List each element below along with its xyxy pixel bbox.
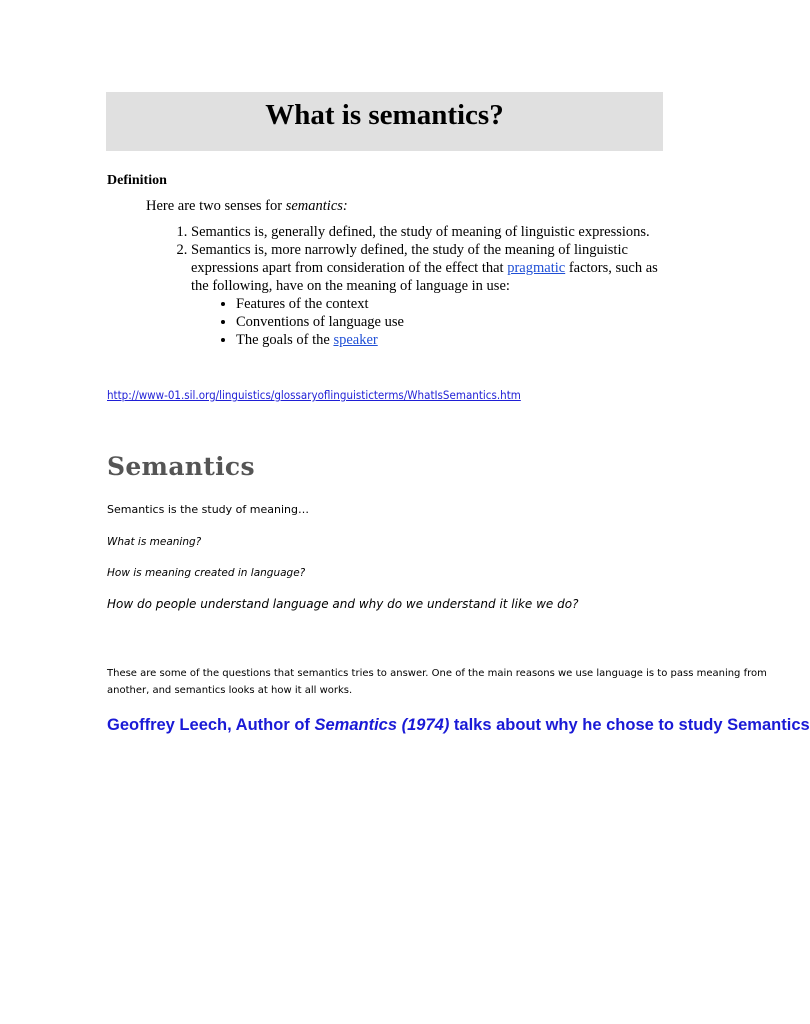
leech-book-title: Semantics (1974) [314,716,450,734]
para-line-2: another, and semantics looks at how it all works. [107,685,353,696]
senses-list [146,223,666,349]
para-line-1: These are some of the questions that semantics tries to answer. One of the main reasons we use language is to pass meaning from [107,668,767,679]
question-1: What is meaning? [107,536,202,548]
questions-paragraph [107,665,768,699]
definition-intro [146,198,348,215]
definition-heading: Definition [107,173,167,188]
intro-text: Here are two senses for [146,198,286,214]
pragmatic-link[interactable]: pragmatic [507,260,566,276]
page-title: What is semantics? [265,99,504,131]
context-bullets [191,295,666,349]
intro-term: semantics: [285,198,348,214]
section-title: Semantics [107,452,255,481]
speaker-link[interactable]: speaker [333,332,378,348]
sense-2-text-start: Semantics is, more narrowly defined, the study of the meaning of linguistic expressions apart from consideration of the effect that [191,242,628,276]
sense-2-text-end: factors, such as the following, have on the meaning of language in use: [191,260,658,294]
sense-item-2 [191,241,666,349]
source-url-link[interactable]: http://www-01.sil.org/linguistics/glossaryoflinguisticterms/WhatIsSemantics.htm [107,388,521,402]
sense-item-1 [191,223,666,241]
bullet-context: • Features of the context [236,295,666,313]
question-2: How is meaning created in language? [107,567,306,579]
study-line: Semantics is the study of meaning… [107,503,309,516]
bullet-goals-text: The goals of the [236,332,334,348]
bullet-conventions: • Conventions of language use [236,313,666,331]
leech-heading [107,716,810,735]
bullet-goals [236,331,666,349]
title-banner [106,92,663,151]
question-3: How do people understand language and why do we understand it like we do? [107,597,579,611]
leech-prefix: Geoffrey Leech, Author of [107,716,315,734]
sense-1-text: Semantics is, generally defined, the study of meaning of linguistic expressions. [191,224,650,240]
leech-suffix: talks about why he chose to study Semantics [449,716,810,734]
